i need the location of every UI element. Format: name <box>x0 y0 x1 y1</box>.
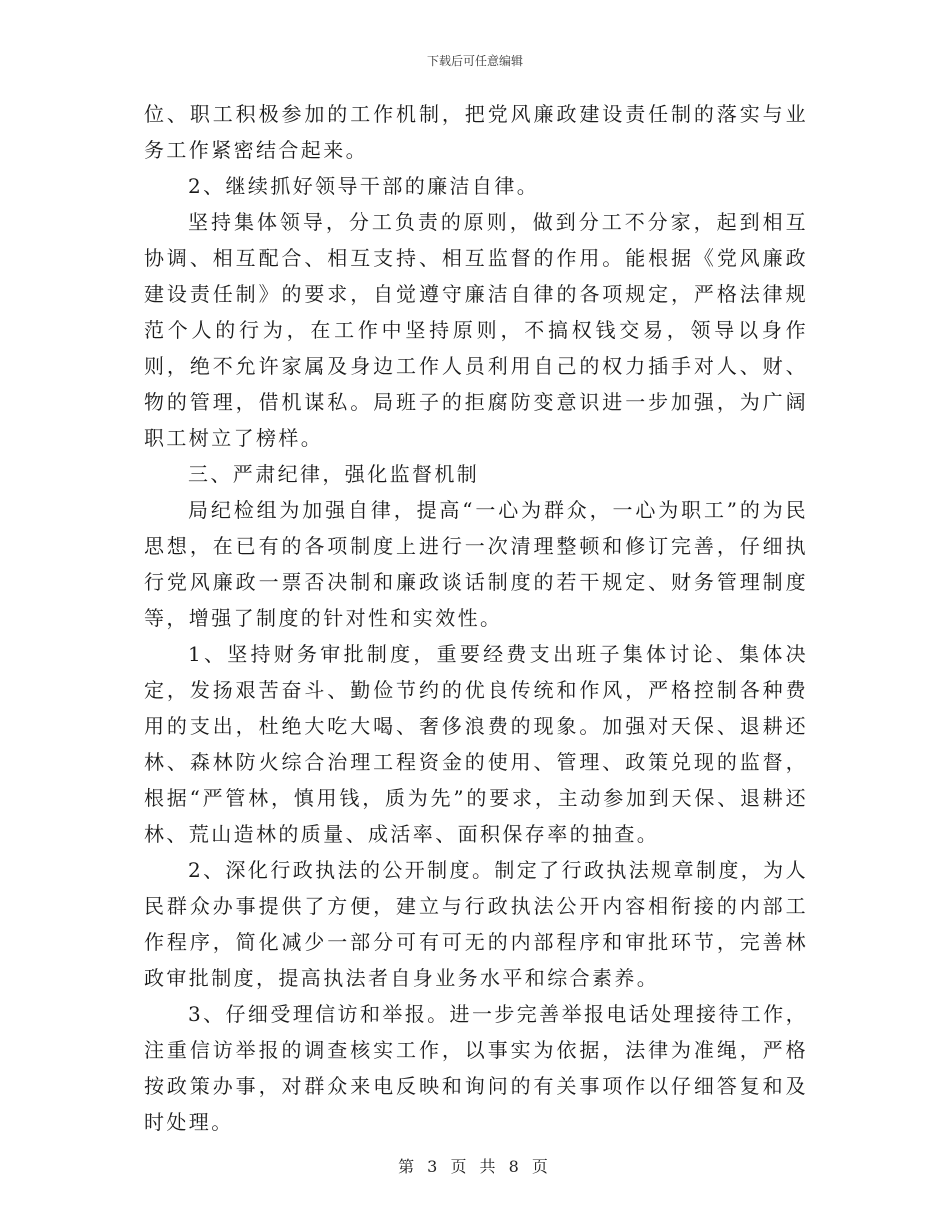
document-body <box>144 96 808 1140</box>
page-header: 下载后可任意编辑 <box>426 54 523 68</box>
paragraph-2: 2、继续抓好领导干部的廉洁自律。 <box>188 174 540 198</box>
paragraph-7: 2、深化行政执法的公开制度。制定了行政执法规章制度，为人民群众办事提供了方便，建立与行政执法公开内容相衔接的内部工作程序，简化减少一部分可有可无的内部程序和审批环节，完善林政审批制度，提高执法者自身业务水平和综合素养。 <box>144 858 808 990</box>
paragraph-5: 局纪检组为加强自律，提高“一心为群众，一心为职工”的为民思想，在已有的各项制度上进行一次清理整顿和修订完善，仔细执行党风廉政一票否决制和廉政谈话制度的若干规定、财务管理制度等，增强了制度的针对性和实效性。 <box>144 498 808 630</box>
paragraph-3: 坚持集体领导，分工负责的原则，做到分工不分家，起到相互协调、相互配合、相互支持、相互监督的作用。能根据《党风廉政建设责任制》的要求，自觉遵守廉洁自律的各项规定，严格法律规范个人的行为，在工作中坚持原则，不搞权钱交易，领导以身作则，绝不允许家属及身边工作人员利用自己的权力插手对人、财、物的管理，借机谋私。局班子的拒腐防变意识进一步加强，为广阔职工树立了榜样。 <box>144 210 808 450</box>
page-footer: 第 3 页 共 8 页 <box>398 1157 552 1176</box>
paragraph-8: 3、仔细受理信访和举报。进一步完善举报电话处理接待工作，注重信访举报的调查核实工作，以事实为依据，法律为准绳，严格按政策办事，对群众来电反映和询问的有关事项作以仔细答复和及时处理。 <box>144 1002 808 1134</box>
paragraph-1: 位、职工积极参加的工作机制，把党风廉政建设责任制的落实与业务工作紧密结合起来。 <box>144 102 808 162</box>
paragraph-6: 1、坚持财务审批制度，重要经费支出班子集体讨论、集体决定，发扬艰苦奋斗、勤俭节约的优良传统和作风，严格控制各种费用的支出，杜绝大吃大喝、奢侈浪费的现象。加强对天保、退耕还林、森林防火综合治理工程资金的使用、管理、政策兑现的监督，根据“严管林，慎用钱，质为先”的要求，主动参加到天保、退耕还林、荒山造林的质量、成活率、面积保存率的抽查。 <box>144 642 808 846</box>
section-heading-3: 三、严肃纪律，强化监督机制 <box>188 462 480 486</box>
